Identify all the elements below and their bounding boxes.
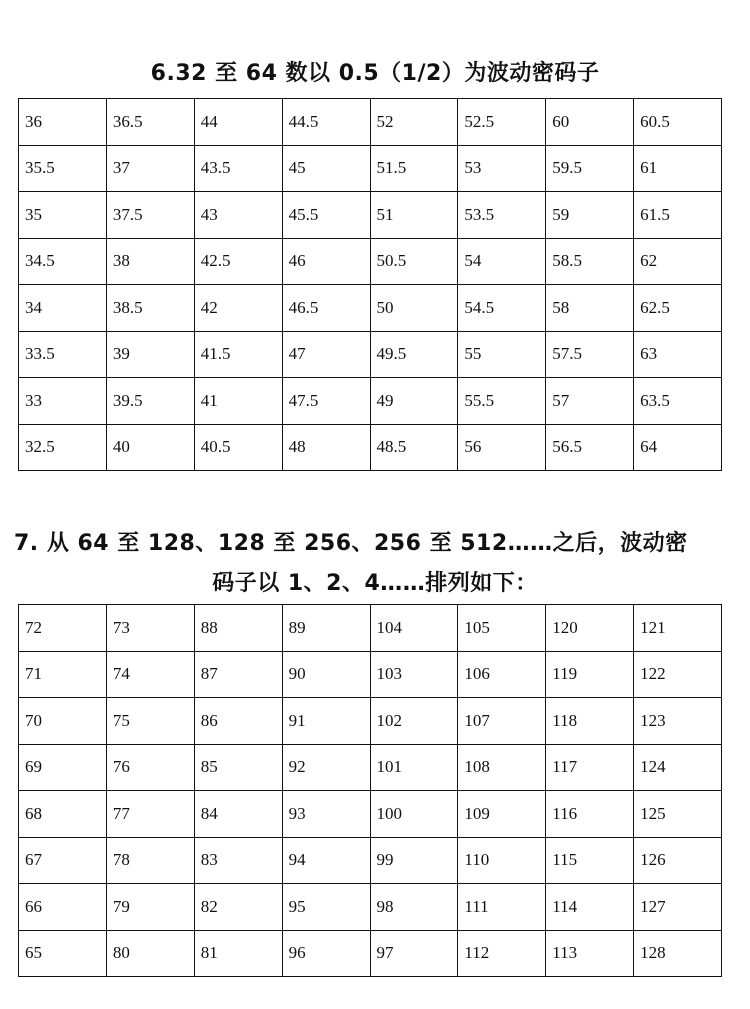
table-cell: 75 <box>106 698 194 745</box>
table-cell: 106 <box>458 651 546 698</box>
table-cell: 126 <box>634 837 722 884</box>
table-cell: 118 <box>546 698 634 745</box>
table-cell: 53.5 <box>458 192 546 239</box>
table-cell: 45.5 <box>282 192 370 239</box>
section1-table-body <box>19 99 722 471</box>
table-cell: 122 <box>634 651 722 698</box>
table-row <box>19 145 722 192</box>
table-row <box>19 837 722 884</box>
table-cell: 113 <box>546 930 634 977</box>
table-cell: 74 <box>106 651 194 698</box>
table-cell: 49.5 <box>370 331 458 378</box>
table-cell: 37.5 <box>106 192 194 239</box>
table-cell: 49 <box>370 378 458 425</box>
table-cell: 44 <box>194 99 282 146</box>
table-row <box>19 99 722 146</box>
table-cell: 62.5 <box>634 285 722 332</box>
section2-table-body <box>19 605 722 977</box>
table-cell: 34 <box>19 285 107 332</box>
table-cell: 61.5 <box>634 192 722 239</box>
table-row <box>19 378 722 425</box>
table-cell: 45 <box>282 145 370 192</box>
table-cell: 38.5 <box>106 285 194 332</box>
table-cell: 112 <box>458 930 546 977</box>
table-cell: 40 <box>106 424 194 471</box>
table-row <box>19 285 722 332</box>
table-cell: 50 <box>370 285 458 332</box>
table-cell: 57 <box>546 378 634 425</box>
table-cell: 123 <box>634 698 722 745</box>
table-cell: 48.5 <box>370 424 458 471</box>
table-cell: 81 <box>194 930 282 977</box>
table-cell: 83 <box>194 837 282 884</box>
table-cell: 104 <box>370 605 458 652</box>
table-row <box>19 192 722 239</box>
table-cell: 91 <box>282 698 370 745</box>
table-cell: 120 <box>546 605 634 652</box>
table-cell: 54.5 <box>458 285 546 332</box>
section2-title-line1: 7. 从 64 至 128、128 至 256、256 至 512……之后，波动密 <box>14 531 688 556</box>
table-cell: 35 <box>19 192 107 239</box>
table-cell: 40.5 <box>194 424 282 471</box>
table-cell: 55 <box>458 331 546 378</box>
table-cell: 53 <box>458 145 546 192</box>
table-cell: 101 <box>370 744 458 791</box>
table-cell: 39 <box>106 331 194 378</box>
table-cell: 59 <box>546 192 634 239</box>
table-cell: 102 <box>370 698 458 745</box>
table-cell: 99 <box>370 837 458 884</box>
table-row <box>19 238 722 285</box>
table-cell: 61 <box>634 145 722 192</box>
table-cell: 35.5 <box>19 145 107 192</box>
table-row <box>19 884 722 931</box>
table-cell: 57.5 <box>546 331 634 378</box>
table-cell: 33.5 <box>19 331 107 378</box>
table-cell: 86 <box>194 698 282 745</box>
table-row <box>19 930 722 977</box>
table-cell: 59.5 <box>546 145 634 192</box>
section2-table <box>18 604 722 977</box>
table-cell: 65 <box>19 930 107 977</box>
table-cell: 114 <box>546 884 634 931</box>
table-cell: 119 <box>546 651 634 698</box>
table-row <box>19 331 722 378</box>
table-cell: 41 <box>194 378 282 425</box>
table-cell: 97 <box>370 930 458 977</box>
section1-title: 6.32 至 64 数以 0.5（1/2）为波动密码子 <box>150 61 600 86</box>
table-cell: 117 <box>546 744 634 791</box>
table-cell: 89 <box>282 605 370 652</box>
table-cell: 76 <box>106 744 194 791</box>
table-cell: 128 <box>634 930 722 977</box>
table-cell: 47 <box>282 331 370 378</box>
table-cell: 51.5 <box>370 145 458 192</box>
table-cell: 67 <box>19 837 107 884</box>
table-cell: 95 <box>282 884 370 931</box>
table-cell: 33 <box>19 378 107 425</box>
table-cell: 36.5 <box>106 99 194 146</box>
table-cell: 37 <box>106 145 194 192</box>
table-cell: 41.5 <box>194 331 282 378</box>
table-cell: 109 <box>458 791 546 838</box>
table-cell: 87 <box>194 651 282 698</box>
table-cell: 85 <box>194 744 282 791</box>
table-row <box>19 744 722 791</box>
table-cell: 63 <box>634 331 722 378</box>
table-cell: 36 <box>19 99 107 146</box>
table-cell: 38 <box>106 238 194 285</box>
table-cell: 127 <box>634 884 722 931</box>
table-cell: 44.5 <box>282 99 370 146</box>
table-cell: 58 <box>546 285 634 332</box>
table-cell: 48 <box>282 424 370 471</box>
table-cell: 78 <box>106 837 194 884</box>
table-cell: 58.5 <box>546 238 634 285</box>
table-cell: 116 <box>546 791 634 838</box>
table-cell: 32.5 <box>19 424 107 471</box>
table-cell: 60 <box>546 99 634 146</box>
table-row <box>19 791 722 838</box>
table-cell: 94 <box>282 837 370 884</box>
table-cell: 63.5 <box>634 378 722 425</box>
table-cell: 108 <box>458 744 546 791</box>
table-cell: 121 <box>634 605 722 652</box>
table-cell: 34.5 <box>19 238 107 285</box>
table-row <box>19 698 722 745</box>
table-cell: 42 <box>194 285 282 332</box>
table-cell: 92 <box>282 744 370 791</box>
table-cell: 39.5 <box>106 378 194 425</box>
table-cell: 124 <box>634 744 722 791</box>
table-cell: 51 <box>370 192 458 239</box>
table-cell: 71 <box>19 651 107 698</box>
table-cell: 84 <box>194 791 282 838</box>
table-cell: 62 <box>634 238 722 285</box>
table-cell: 110 <box>458 837 546 884</box>
section1-table <box>18 98 722 471</box>
table-cell: 46.5 <box>282 285 370 332</box>
table-cell: 105 <box>458 605 546 652</box>
section2-title-line2: 码子以 1、2、4……排列如下： <box>212 571 538 596</box>
table-cell: 79 <box>106 884 194 931</box>
table-cell: 64 <box>634 424 722 471</box>
table-cell: 107 <box>458 698 546 745</box>
table-cell: 90 <box>282 651 370 698</box>
table-cell: 50.5 <box>370 238 458 285</box>
table-cell: 100 <box>370 791 458 838</box>
table-cell: 82 <box>194 884 282 931</box>
table-cell: 42.5 <box>194 238 282 285</box>
table-cell: 43.5 <box>194 145 282 192</box>
table-cell: 56.5 <box>546 424 634 471</box>
table-cell: 125 <box>634 791 722 838</box>
table-cell: 54 <box>458 238 546 285</box>
table-cell: 115 <box>546 837 634 884</box>
table-cell: 43 <box>194 192 282 239</box>
table-cell: 96 <box>282 930 370 977</box>
table-cell: 93 <box>282 791 370 838</box>
table-cell: 103 <box>370 651 458 698</box>
table-cell: 56 <box>458 424 546 471</box>
table-cell: 88 <box>194 605 282 652</box>
table-cell: 68 <box>19 791 107 838</box>
table-cell: 55.5 <box>458 378 546 425</box>
table-cell: 52.5 <box>458 99 546 146</box>
table-cell: 111 <box>458 884 546 931</box>
table-row <box>19 651 722 698</box>
table-row <box>19 424 722 471</box>
table-row <box>19 605 722 652</box>
table-cell: 80 <box>106 930 194 977</box>
table-cell: 77 <box>106 791 194 838</box>
table-cell: 73 <box>106 605 194 652</box>
table-cell: 52 <box>370 99 458 146</box>
table-cell: 46 <box>282 238 370 285</box>
table-cell: 98 <box>370 884 458 931</box>
table-cell: 72 <box>19 605 107 652</box>
table-cell: 60.5 <box>634 99 722 146</box>
table-cell: 66 <box>19 884 107 931</box>
table-cell: 47.5 <box>282 378 370 425</box>
table-cell: 70 <box>19 698 107 745</box>
table-cell: 69 <box>19 744 107 791</box>
